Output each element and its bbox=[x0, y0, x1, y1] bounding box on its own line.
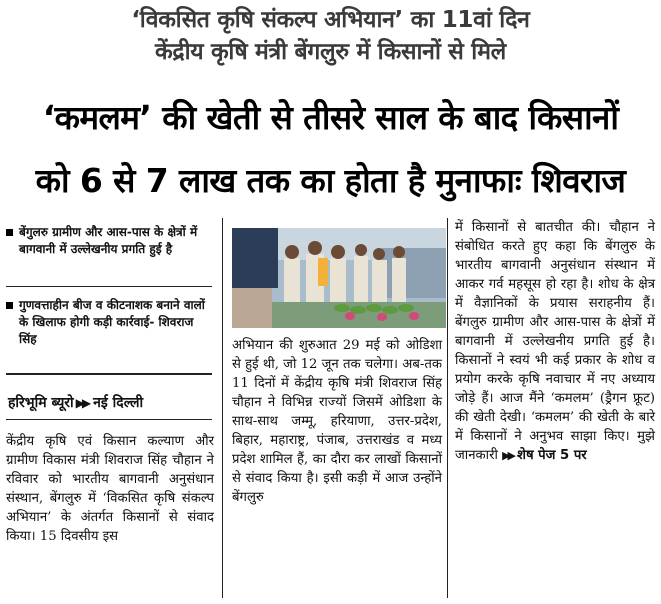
bullet-square-icon bbox=[6, 229, 13, 236]
column-rule bbox=[222, 218, 223, 598]
continued-text: शेष पेज 5 पर bbox=[517, 448, 587, 463]
article-text: अभियान की शुरुआत 29 मई को ओडिशा से हुई थी, जो 12 जून तक चलेगा। अब-तक 11 दिनों में केंद्रीय कृषि मंत्री शिवराज सिंह चौहान ने विभिन्न राज्यों जिसमें ओडिशा के साथ-साथ जम्मू, हरियाणा, उत्तर-प्रदेश, बिहार, महाराष्ट्र, पंजाब, उत्तराखंड व मध्य प्रदेश शामिल हैं, का दौरा कर लाखों किसानों से संवाद किया है। इसी कड़ी में आज उन्होंने बेंगलुरु bbox=[232, 338, 442, 505]
highlight-text: बेंगुलरु ग्रामीण और आस-पास के क्षेत्रों में बागवानी में उल्लेखनीय प्रगति हुई है bbox=[19, 225, 198, 256]
article-text-body: में किसानों से बातचीत की। चौहान ने संबोधित करते हुए कहा कि बेंगलुरु के भारतीय बागवानी अनुसंधान संस्थान में आकर गर्व महसूस हो रहा है। शोध के क्षेत्र में वैज्ञानिकों के प्रयास सराहनीय हैं। बेंगलुरु ग्रामीण और आस-पास के क्षेत्रों में बागवानी में उल्लेखनीय प्रगति हुई है। किसानों ने स्वयं भी कई प्रकार के शोध व प्रयोग करके कृषि नवाचार में नए अध्याय जोड़े हैं। आज मैंने ‘कमलम’ (ड्रैगन फ्रूट) की खेती देखी। ‘कमलम’ की खेती के बारे में किसानों ने अनुभव साझा किए। मुझे जानकारी bbox=[455, 220, 655, 463]
headline-line-2: को 6 से 7 लाख तक का होता है मुनाफाः शिवराज bbox=[35, 161, 626, 200]
divider bbox=[6, 419, 212, 420]
photo-illustration bbox=[232, 228, 446, 328]
headline-line-1: ‘कमलम’ की खेती से तीसरे साल के बाद किसानों bbox=[42, 98, 619, 137]
article-column-2 bbox=[232, 336, 442, 507]
highlight-text: गुणवत्ताहीन बीज व कीटनाशक बनाने वालों के खिलाफ होगी कड़ी कार्रवाई- शिवराज सिंह bbox=[19, 298, 205, 346]
highlight-1 bbox=[6, 224, 212, 258]
bullet-square-icon bbox=[6, 302, 13, 309]
article-text: केंद्रीय कृषि एवं किसान कल्याण और ग्रामीण विकास मंत्री शिवराज सिंह चौहान ने रविवार को भारतीय बागवानी अनुसंधान संस्थान, बेंगलुरु में ‘विकसित कृषि संकल्प अभियान’ के अंतर्गत किसानों से संवाद किया। 15 दिवसीय इस bbox=[6, 434, 214, 544]
news-photo bbox=[232, 228, 446, 328]
double-triangle-icon: ▶▶ bbox=[502, 449, 513, 462]
article-text bbox=[455, 218, 655, 465]
byline-agency: हरिभूमि ब्यूरो bbox=[8, 395, 74, 411]
byline-place: नई दिल्ली bbox=[93, 395, 144, 411]
continued-note bbox=[502, 448, 587, 463]
kicker-line-1: ‘विकसित कृषि संकल्प अभियान’ का 11वां दिन bbox=[131, 7, 530, 33]
article-column-1 bbox=[6, 432, 214, 546]
column-rule bbox=[447, 218, 448, 598]
divider bbox=[6, 373, 212, 375]
double-arrow-icon: ▶▶ bbox=[75, 396, 89, 410]
divider bbox=[6, 286, 212, 287]
kicker-line-2: केंद्रीय कृषि मंत्री बेंगलुरु में किसानों से मिले bbox=[155, 39, 506, 65]
highlight-2 bbox=[6, 297, 212, 348]
article-column-3 bbox=[455, 218, 655, 465]
byline bbox=[8, 393, 208, 412]
